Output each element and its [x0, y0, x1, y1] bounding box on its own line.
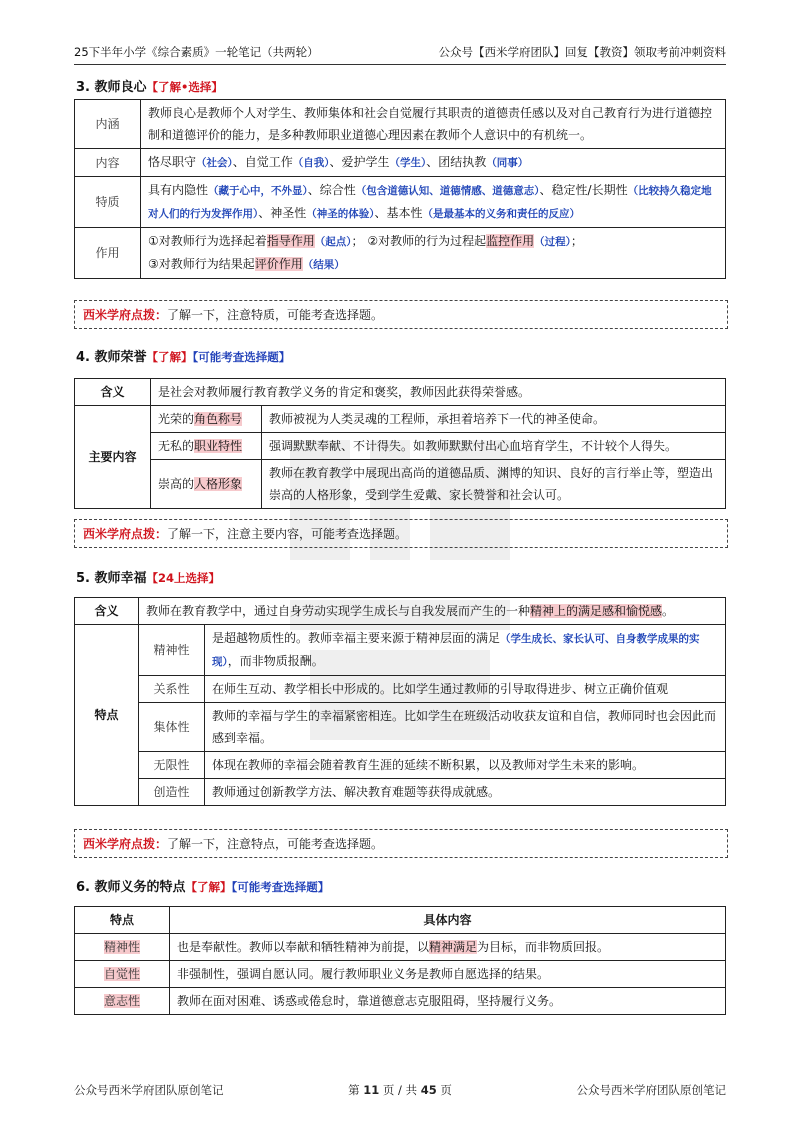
item-label: 崇高的人格形象	[151, 460, 262, 509]
table-row	[75, 177, 726, 228]
item-text: 在师生互动、教学相长中形成的。比如学生通过教师的引导取得进步、树立正确价值观	[205, 676, 726, 703]
neirong-text: 恪尽职守（社会）、自觉工作（自我）、爱护学生（学生）、团结执教（同事）	[141, 149, 726, 177]
item-label: 精神性	[139, 625, 205, 676]
table-row	[75, 100, 726, 149]
section-6-title: 6. 教师义务的特点【了解】【可能考查选择题】	[76, 880, 330, 895]
row-label-neirong: 内容	[75, 149, 141, 177]
header-right-text: 公众号【西米学府团队】回复【教资】领取考前冲刺资料	[438, 45, 726, 59]
item-label: 创造性	[139, 779, 205, 806]
item-text: 教师通过创新教学方法、解决教育难题等获得成就感。	[205, 779, 726, 806]
section-5-tag: 【24上选择】	[146, 571, 221, 585]
item-text: 体现在教师的幸福会随着教育生涯的延续不断积累，以及教师对学生未来的影响。	[205, 752, 726, 779]
page-footer	[74, 1082, 726, 1098]
row-label-neihan: 内涵	[75, 100, 141, 149]
column-header: 具体内容	[170, 907, 726, 934]
item-label: 精神性	[75, 934, 170, 961]
item-label: 无私的职业特性	[151, 433, 262, 460]
row-label-hanyi: 含义	[75, 598, 139, 625]
item-text: 也是奉献性。教师以奉献和牺牲精神为前提，以精神满足为目标，而非物质回报。	[170, 934, 726, 961]
table-row	[75, 752, 726, 779]
honor-table	[74, 378, 726, 509]
item-text: 教师在教育教学中展现出高尚的道德品质、渊博的知识、良好的言行举止等，塑造出崇高的人格形象，受到学生爱戴、家长赞誉和社会认可。	[262, 460, 726, 509]
item-label: 集体性	[139, 703, 205, 752]
footer-left-text: 公众号西米学府团队原创笔记	[74, 1083, 224, 1097]
section-3-title: 3. 教师良心【了解•选择】	[76, 80, 223, 95]
table-row	[75, 934, 726, 961]
table-row	[75, 406, 726, 433]
row-label-zuoyong: 作用	[75, 228, 141, 279]
section-6-tag: 【了解】	[185, 880, 232, 894]
item-label: 无限性	[139, 752, 205, 779]
item-text: 教师的幸福与学生的幸福紧密相连。比如学生在班级活动收获友谊和自信，教师同时也会因此而感到幸福。	[205, 703, 726, 752]
item-text: 是超越物质性的。教师幸福主要来源于精神层面的满足（学生成长、家长认可、自身教学成果的实现），而非物质报酬。	[205, 625, 726, 676]
table-row	[75, 779, 726, 806]
table-row	[75, 379, 726, 406]
row-label-tezhi: 特质	[75, 177, 141, 228]
item-label: 意志性	[75, 988, 170, 1015]
footer-right-text: 公众号西米学府团队原创笔记	[576, 1083, 726, 1097]
table-row	[75, 625, 726, 676]
table-row	[75, 676, 726, 703]
section-5-title: 5. 教师幸福【24上选择】	[76, 571, 221, 586]
conscience-table	[74, 99, 726, 279]
row-label-hanyi: 含义	[75, 379, 151, 406]
section-4-tag-2: 【可能考查选择题】	[192, 350, 291, 364]
page-header	[74, 44, 726, 65]
table-row	[75, 433, 726, 460]
zuoyong-text: ①对教师行为选择起着指导作用（起点）； ②对教师的行为过程起监控作用（过程）； ③对教师行为结果起评价作用（结果）	[141, 228, 726, 279]
hanyi-text: 是社会对教师履行教育教学义务的肯定和褒奖，教师因此获得荣誉感。	[151, 379, 726, 406]
table-header-row	[75, 907, 726, 934]
item-text: 非强制性，强调自愿认同。履行教师职业义务是教师自愿选择的结果。	[170, 961, 726, 988]
table-row	[75, 149, 726, 177]
header-left-text: 25下半年小学《综合素质》一轮笔记（共两轮）	[74, 45, 319, 59]
section-4-title: 4. 教师荣誉【了解】【可能考查选择题】	[76, 350, 291, 365]
table-row	[75, 988, 726, 1015]
page-number: 第 11 页 / 共 45 页	[348, 1083, 452, 1097]
section-4-tag: 【了解】	[146, 350, 193, 364]
section-6-tag-2: 【可能考查选择题】	[231, 880, 330, 894]
tip-text: 了解一下，注意特质，可能考查选择题。	[167, 308, 384, 322]
table-row	[75, 228, 726, 279]
item-text: 教师被视为人类灵魂的工程师，承担着培养下一代的神圣使命。	[262, 406, 726, 433]
item-label: 关系性	[139, 676, 205, 703]
tip-box-s3	[74, 300, 728, 329]
row-label-main: 主要内容	[75, 406, 151, 509]
hanyi-text: 教师在教育教学中，通过自身劳动实现学生成长与自我发展而产生的一种精神上的满足感和愉悦感。	[139, 598, 726, 625]
table-row	[75, 961, 726, 988]
tip-text: 了解一下，注意特点，可能考查选择题。	[167, 837, 384, 851]
tezhi-text: 具有内隐性（藏于心中，不外显）、综合性（包含道德认知、道德情感、道德意志）、稳定性/长期性（比较持久稳定地对人们的行为发挥作用）、神圣性（神圣的体验）、基本性（是最基本的义务和责任的反应）	[141, 177, 726, 228]
tip-label: 西米学府点拨：	[83, 308, 168, 322]
row-label-tedian: 特点	[75, 625, 139, 806]
happiness-table	[74, 597, 726, 806]
table-row	[75, 460, 726, 509]
tip-text: 了解一下，注意主要内容，可能考查选择题。	[167, 527, 408, 541]
neihan-text: 教师良心是教师个人对学生、教师集体和社会自觉履行其职责的道德责任感以及对自己教育行为进行道德控制和道德评价的能力，是多种教师职业道德心理因素在教师个人意识中的有机统一。	[141, 100, 726, 149]
duty-table	[74, 906, 726, 1015]
item-text: 强调默默奉献、不计得失。如教师默默付出心血培育学生，不计较个人得失。	[262, 433, 726, 460]
tip-box-s5: 西米学府点拨：了解一下，注意特点，可能考查选择题。	[74, 829, 728, 858]
section-3-tag: 【了解•选择】	[146, 80, 223, 94]
item-label: 自觉性	[75, 961, 170, 988]
column-header: 特点	[75, 907, 170, 934]
table-row	[75, 598, 726, 625]
table-row	[75, 703, 726, 752]
item-text: 教师在面对困难、诱惑或倦怠时，靠道德意志克服阻碍，坚持履行义务。	[170, 988, 726, 1015]
item-label: 光荣的角色称号	[151, 406, 262, 433]
tip-box-s4: 西米学府点拨：了解一下，注意主要内容，可能考查选择题。	[74, 519, 728, 548]
